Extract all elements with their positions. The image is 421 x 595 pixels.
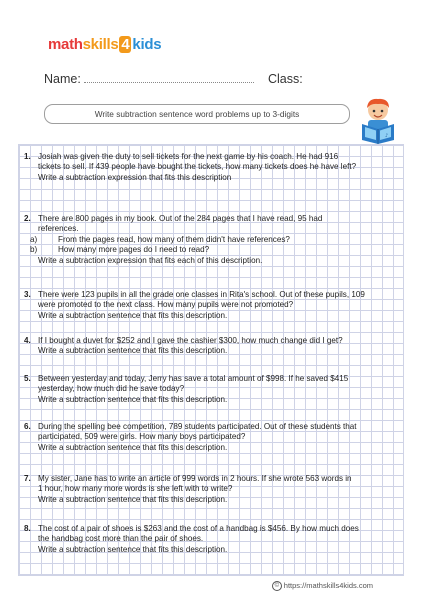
question-instruction: Write a subtraction sentence that fits this description. [38, 346, 228, 356]
question-line: were promoted to the next class. How many pupils were not promoted? [38, 300, 294, 310]
question-line: tickets to sell. If 439 people have bought the tickets, how many tickets does he have left? [38, 162, 357, 172]
class-label: Class: [268, 72, 303, 86]
question-number: 7. [24, 474, 31, 483]
question-number: 2. [24, 214, 31, 223]
question-line: 1 hour, how many more words is she left with to write? [38, 484, 233, 494]
question-number: 1. [24, 152, 31, 161]
footer-url[interactable] [272, 581, 373, 591]
question-line: During the spelling bee competition, 789 students participated. Out of these students that [38, 422, 357, 431]
question-line: The cost of a pair of shoes is $263 and the cost of a handbag is $456. By how much does [38, 524, 359, 533]
question-line: My sister, Jane has to write an article of 999 words in 2 hours. If she wrote 563 words in [38, 474, 352, 483]
question-line: the handbag cost more than the pair of shoes. [38, 534, 204, 544]
question-5 [24, 374, 402, 405]
question-line: yesterday, how much did he save today? [38, 384, 185, 394]
sub-question-letter: a) [30, 234, 38, 244]
question-line: Josiah was given the duty to sell tickets for the next game by his coach. He had 916 [38, 152, 339, 161]
question-line: If I bought a duvet for $252 and I gave the cashier $300, how much change did I get? [38, 336, 343, 345]
footer-url-text: https://mathskills4kids.com [283, 581, 373, 590]
question-instruction: Write a subtraction sentence that fits this description. [38, 494, 228, 504]
name-blank-line [84, 72, 254, 83]
question-1 [24, 152, 402, 183]
sub-question-letter: b) [30, 245, 38, 255]
question-number: 5. [24, 374, 31, 383]
name-field [44, 72, 254, 86]
question-instruction: Write a subtraction sentence that fits this description. [38, 442, 228, 452]
question-number: 3. [24, 290, 31, 299]
boy-reading-icon [356, 96, 400, 144]
question-number: 8. [24, 524, 31, 533]
question-4 [24, 336, 402, 357]
sub-question-text: From the pages read, how many of them didn't have references? [58, 234, 290, 244]
sub-question-b [30, 245, 402, 255]
question-line: There are 800 pages in my book. Out of the 284 pages that I have read, 95 had [38, 214, 323, 223]
sub-question-a [30, 235, 402, 245]
question-instruction: Write a subtraction sentence that fits this description. [38, 544, 228, 554]
question-instruction: Write a subtraction sentence that fits this description. [38, 310, 228, 320]
question-instruction: Write a subtraction sentence that fits this description. [38, 394, 228, 404]
copyright-icon: © [272, 581, 282, 591]
question-line: participated, 509 were girls. How many boys participated? [38, 432, 246, 442]
question-instruction: Write a subtraction expression that fits each of this description. [38, 255, 263, 265]
page-footer [0, 579, 421, 595]
question-7 [24, 474, 402, 505]
worksheet-title: Write subtraction sentence word problems up to 3-digits [44, 104, 350, 124]
question-line: There were 123 pupils in all the grade one classes in Rita's school. Out of these pupils, 109 [38, 290, 365, 299]
question-3 [24, 290, 402, 321]
question-number: 4. [24, 336, 31, 345]
question-8 [24, 524, 402, 555]
class-field [268, 72, 321, 86]
svg-text:♪: ♪ [385, 133, 389, 139]
question-line: Between yesterday and today, Jerry has save a total amount of $998. If he saved $415 [38, 374, 349, 383]
question-2 [24, 214, 402, 266]
question-instruction: Write a subtraction expression that fits this description [38, 172, 232, 182]
site-logo: mathskills 4 kids [48, 36, 162, 53]
question-number: 6. [24, 422, 31, 431]
question-6 [24, 422, 402, 453]
name-label: Name: [44, 72, 81, 86]
graph-paper-background [18, 144, 404, 576]
sub-question-text: How many more pages do I need to read? [58, 245, 210, 255]
question-line: references. [38, 224, 79, 234]
